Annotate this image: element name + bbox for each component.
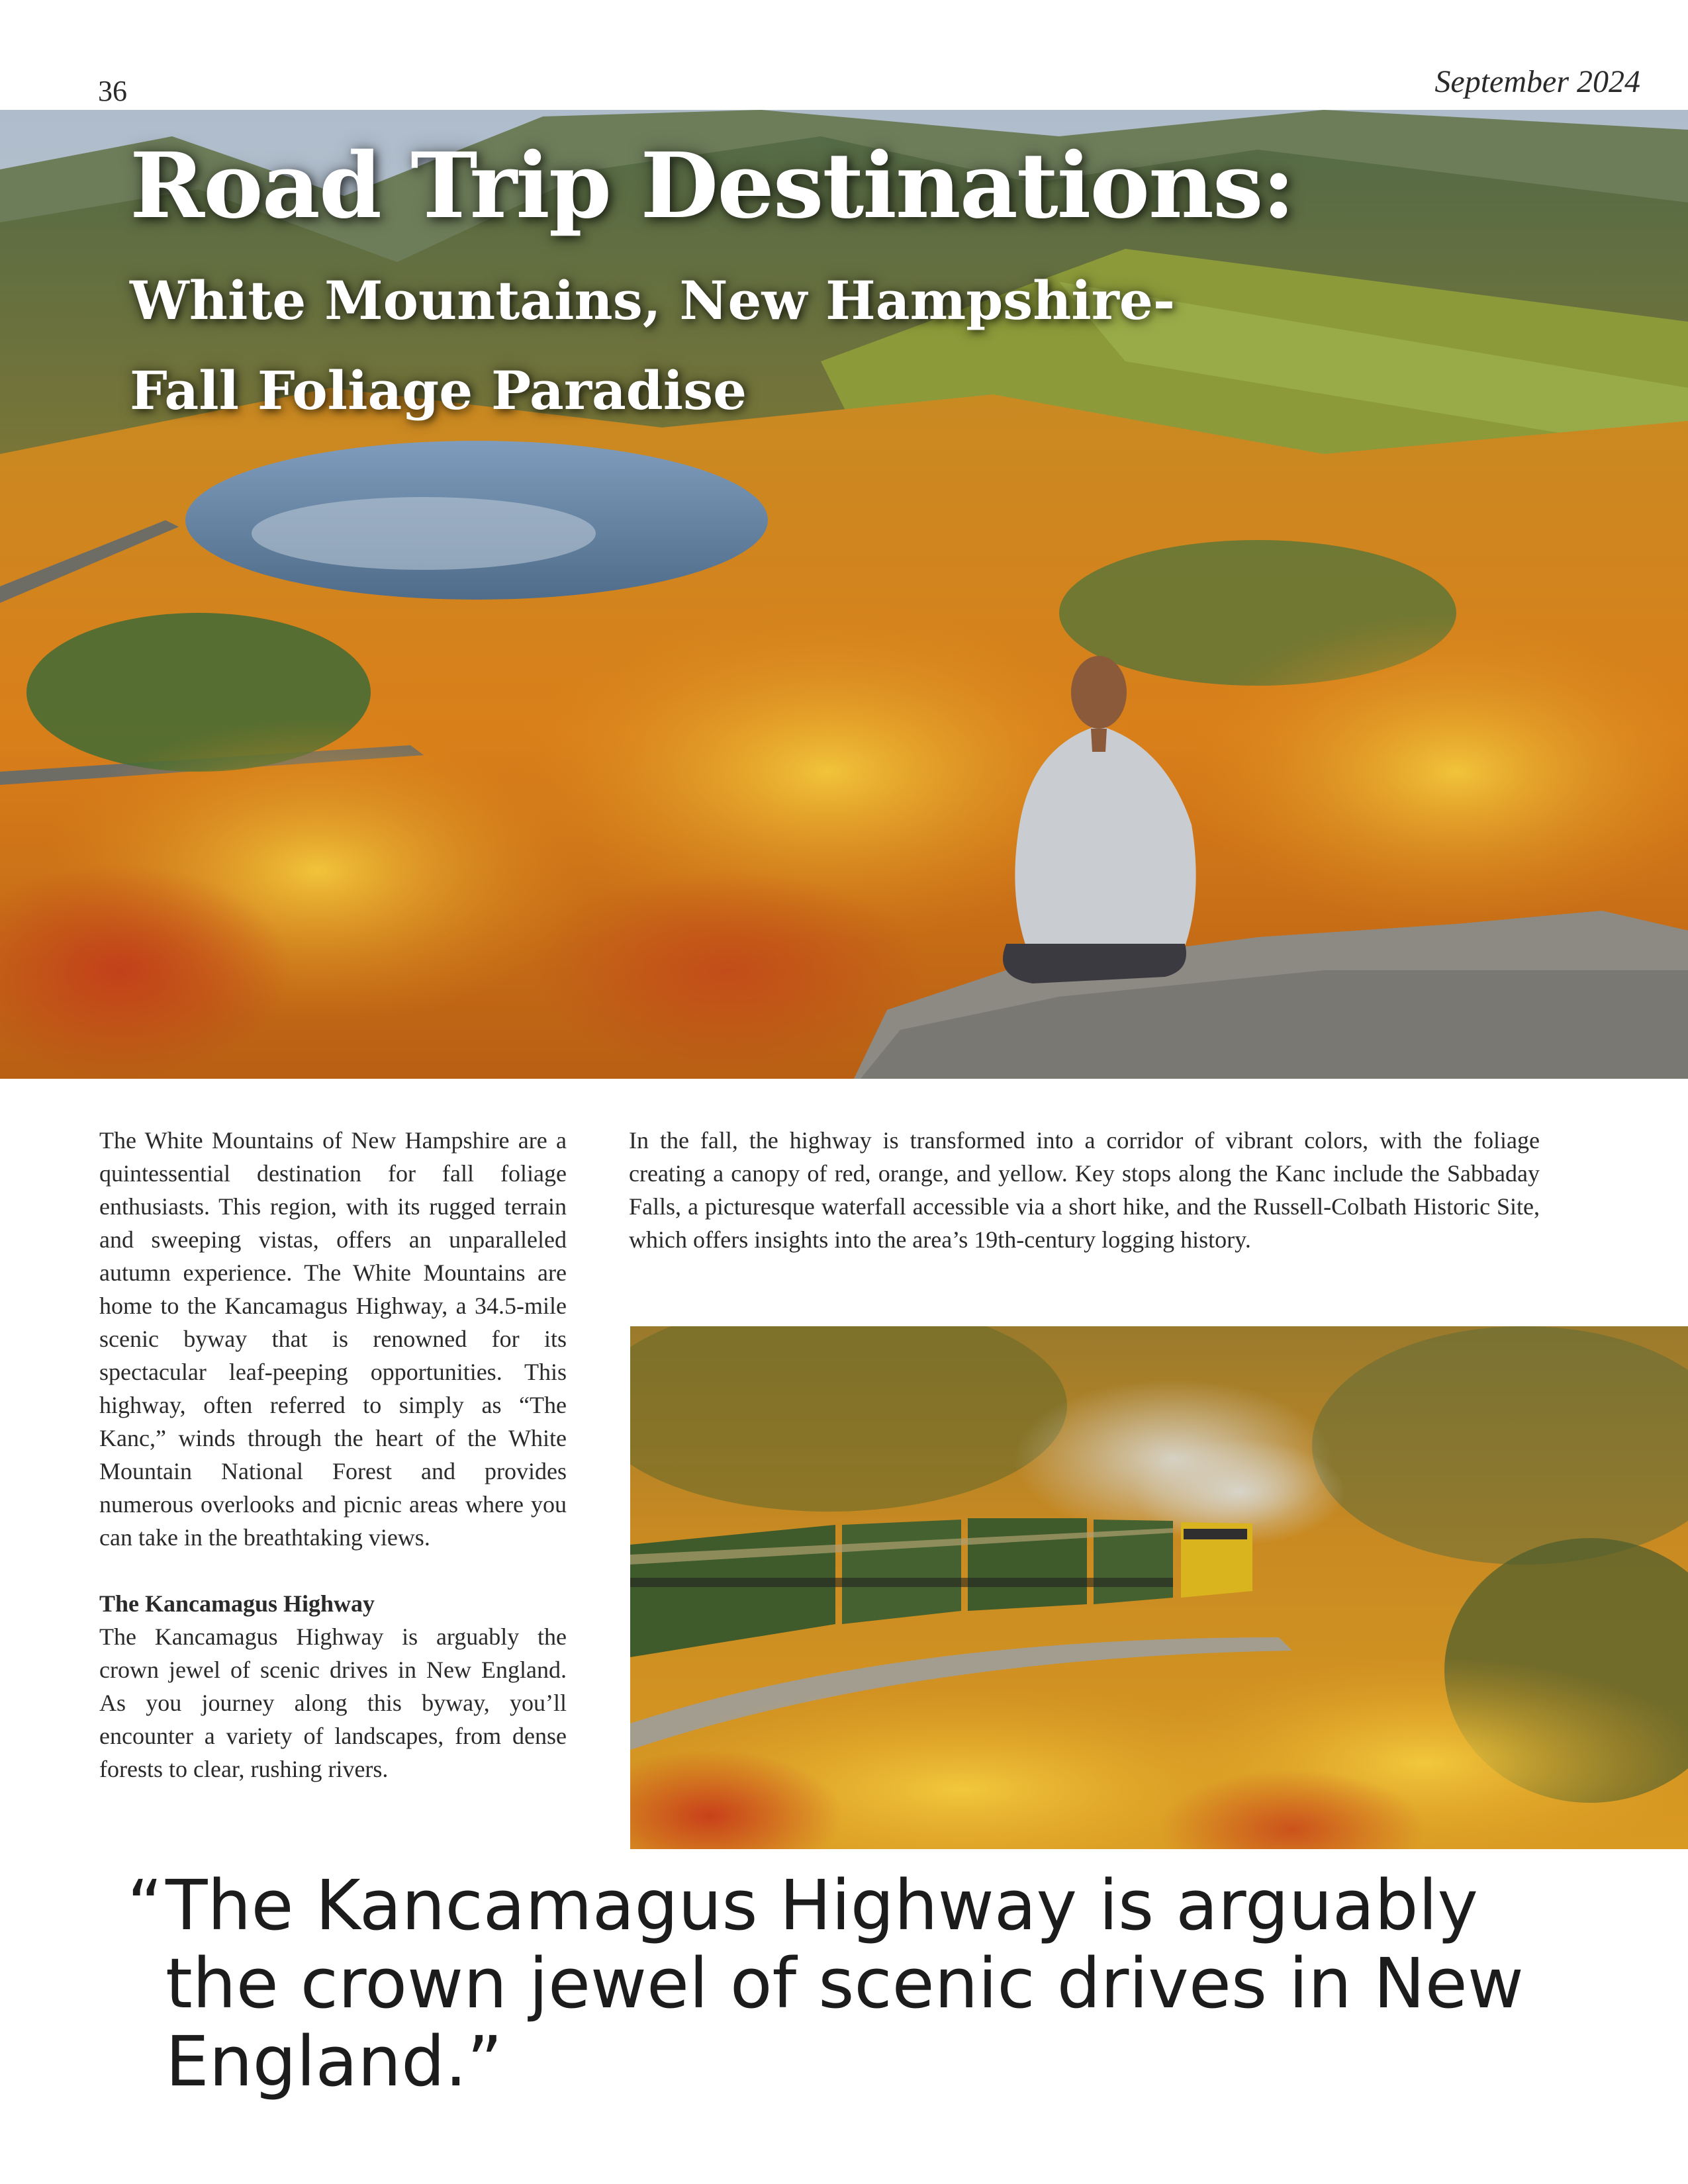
intro-paragraph: The White Mountains of New Hampshire are a quintessential destination for fall foliage enthusiasts. This region, with its rugged terrain and sweeping vistas, offers an unparalleled autumn experience. The White Mountains are home to the Kancamagus Highway, a 34.5-mile scenic byway that is renowned for its spectacular leaf-peeping opportunities. This highway, often referred to simply as “The Kanc,” winds through the heart of the White Mountain National Forest and provides numerous overlooks and picnic areas where you can take in the breathtaking views.: [99, 1127, 567, 1551]
subtitle-line-2: Fall Foliage Paradise: [130, 359, 747, 422]
article-left-column: [99, 1124, 567, 1786]
section-paragraph: The Kancamagus Highway is arguably the crown jewel of scenic drives in New England. As you journey along this byway, you’ll encounter a variety of landscapes, from dense forests to clear, rushing rivers.: [99, 1623, 567, 1782]
article-right-column: [629, 1124, 1540, 1256]
issue-date: September 2024: [1434, 64, 1640, 99]
subtitle-line-1: White Mountains, New Hampshire-: [130, 269, 1176, 332]
pull-quote: [127, 1865, 1569, 2102]
page-subtitle: [130, 255, 1175, 435]
hero-photo: [0, 110, 1688, 1079]
train-foliage-image: [630, 1326, 1688, 1849]
train-photo: [630, 1326, 1688, 1849]
section-heading: The Kancamagus Highway: [99, 1590, 375, 1617]
page-title: Road Trip Destinations:: [130, 133, 1294, 239]
pull-quote-text: The Kancamagus Highway is arguably the crown jewel of scenic drives in New England.”: [165, 1865, 1524, 2102]
right-paragraph: In the fall, the highway is transformed into a corridor of vibrant colors, with the foliage creating a canopy of red, orange, and yellow. Key stops along the Kanc include the Sabbaday Falls, a picturesque waterfall accessible via a short hike, and the Russell-Colbath Historic Site, which offers insights into the area’s 19th-century logging history.: [629, 1127, 1540, 1253]
quote-open-mark: “: [127, 1865, 163, 1946]
page-number: 36: [98, 75, 127, 107]
